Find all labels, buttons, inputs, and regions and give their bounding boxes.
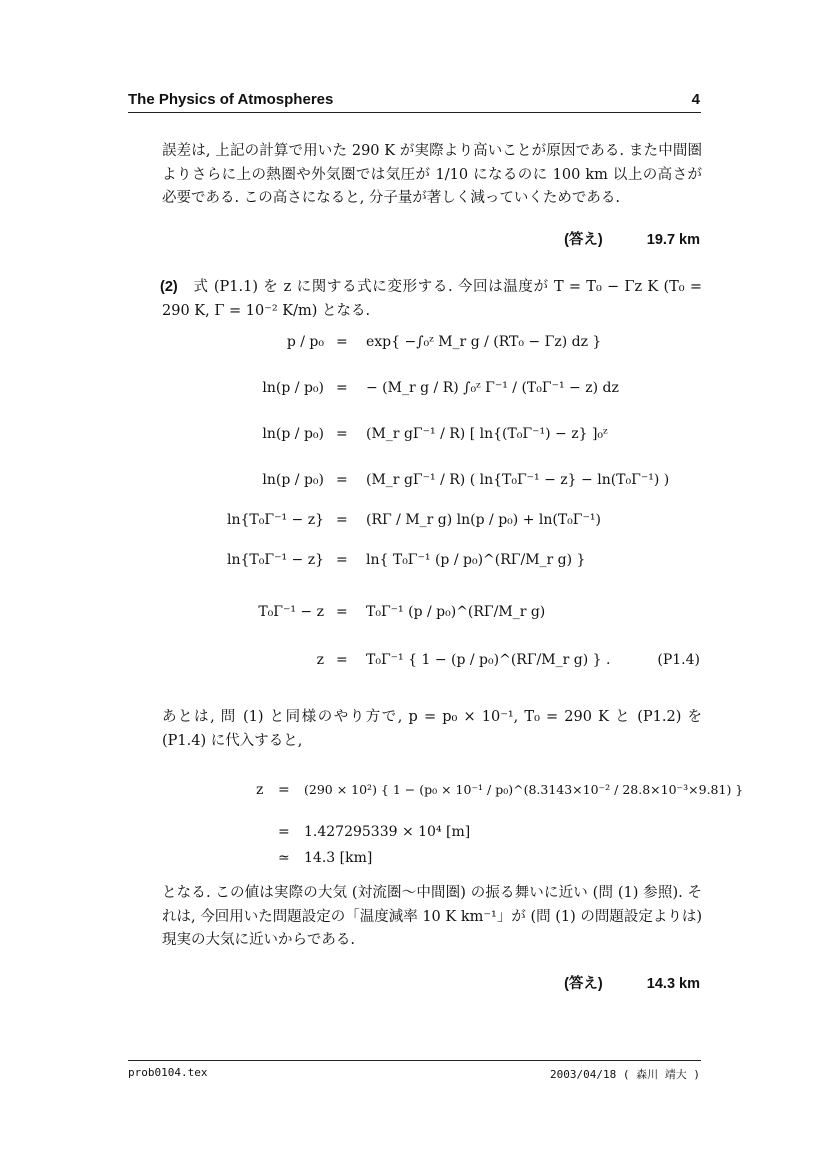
problem-number: (2) <box>160 279 178 295</box>
footer-date-author: 2003/04/18 ( 森川 靖大 ) <box>550 1068 700 1081</box>
calc-relation: = <box>278 782 290 798</box>
equation-rhs: (RΓ / M_r g) ln(p / p₀) + ln(T₀Γ⁻¹) <box>366 512 601 528</box>
equals-sign: = <box>336 604 348 620</box>
answer-label: (答え) <box>564 976 603 992</box>
calc-rhs: (290 × 10²) { 1 − (p₀ × 10⁻¹ / p₀)^(8.3143×10⁻² / 28.8×10⁻³×9.81) } <box>304 782 744 797</box>
calc-lhs: z <box>256 782 264 798</box>
header-rule <box>128 112 701 113</box>
running-title: The Physics of Atmospheres <box>128 91 334 108</box>
calc-rhs: 14.3 [km] <box>304 850 373 866</box>
equation-lhs: p / p₀ <box>286 334 324 350</box>
equation-rhs: T₀Γ⁻¹ { 1 − (p / p₀)^(RΓ/M_r g) } . <box>366 652 611 668</box>
equals-sign: = <box>336 380 348 396</box>
answer-value: 19.7 km <box>646 232 700 248</box>
footer-rule <box>128 1060 701 1061</box>
equals-sign: = <box>336 652 348 668</box>
paragraph-substitution: あとは, 問 (1) と同様のやり方で, p = p₀ × 10⁻¹, T₀ = 290 K と (P1.2) を (P1.4) に代入すると, <box>162 709 702 749</box>
equals-sign: = <box>336 472 348 488</box>
equals-sign: = <box>336 552 348 568</box>
equation-lhs: T₀Γ⁻¹ − z <box>258 604 324 620</box>
equation-lhs: z <box>316 652 324 668</box>
equals-sign: = <box>336 426 348 442</box>
equals-sign: = <box>336 334 348 350</box>
problem-2-statement <box>162 276 702 323</box>
equals-sign: = <box>336 512 348 528</box>
calc-rhs: 1.427295339 × 10⁴ [m] <box>304 824 471 840</box>
equation-lhs: ln(p / p₀) <box>262 380 324 396</box>
answer-1 <box>564 228 700 249</box>
equation-rhs: (M_r gΓ⁻¹ / R) ( ln{T₀Γ⁻¹ − z} − ln(T₀Γ⁻¹) ) <box>366 472 670 488</box>
paragraph-error-explanation: 誤差は, 上記の計算で用いた 290 K が実際より高いことが原因である. また中間圏よりさらに上の熱圏や外気圏では気圧が 1/10 になるのに 100 km 以上の高さが必要である. この高さになると, 分子量が著しく減っていくためである. <box>162 143 702 206</box>
equation-rhs: − (M_r g / R) ∫₀ᶻ Γ⁻¹ / (T₀Γ⁻¹ − z) dz <box>366 380 619 396</box>
equation-lhs: ln(p / p₀) <box>262 426 324 442</box>
equation-rhs: T₀Γ⁻¹ (p / p₀)^(RΓ/M_r g) <box>366 604 546 620</box>
equation-lhs: ln{T₀Γ⁻¹ − z} <box>227 552 324 568</box>
calc-relation: ≃ <box>278 850 290 866</box>
page-number: 4 <box>691 91 700 108</box>
equation-rhs: (M_r gΓ⁻¹ / R) [ ln{(T₀Γ⁻¹) − z} ]₀ᶻ <box>366 426 608 442</box>
equation-rhs: exp{ −∫₀ᶻ M_r g / (RT₀ − Γz) dz } <box>366 334 602 350</box>
answer-value: 14.3 km <box>646 976 700 992</box>
calc-relation: = <box>278 824 290 840</box>
equation-lhs: ln(p / p₀) <box>262 472 324 488</box>
footer-filename: prob0104.tex <box>128 1066 208 1079</box>
problem-text: 式 (P1.1) を z に関する式に変形する. 今回は温度が T = T₀ − Γz K (T₀ = 290 K, Γ = 10⁻² K/m) となる. <box>162 279 703 319</box>
equation-rhs: ln{ T₀Γ⁻¹ (p / p₀)^(RΓ/M_r g) } <box>366 552 586 568</box>
paragraph-conclusion: となる. この値は実際の大気 (対流圏〜中間圏) の振る舞いに近い (問 (1) 参照). それは, 今回用いた問題設定の「温度減率 10 K km⁻¹」が (問 (1) の問題設定よりは) 現実の大気に近いからである. <box>162 885 703 948</box>
answer-2 <box>564 972 700 993</box>
equation-number: (P1.4) <box>657 652 700 668</box>
answer-label: (答え) <box>564 232 603 248</box>
equation-lhs: ln{T₀Γ⁻¹ − z} <box>227 512 324 528</box>
